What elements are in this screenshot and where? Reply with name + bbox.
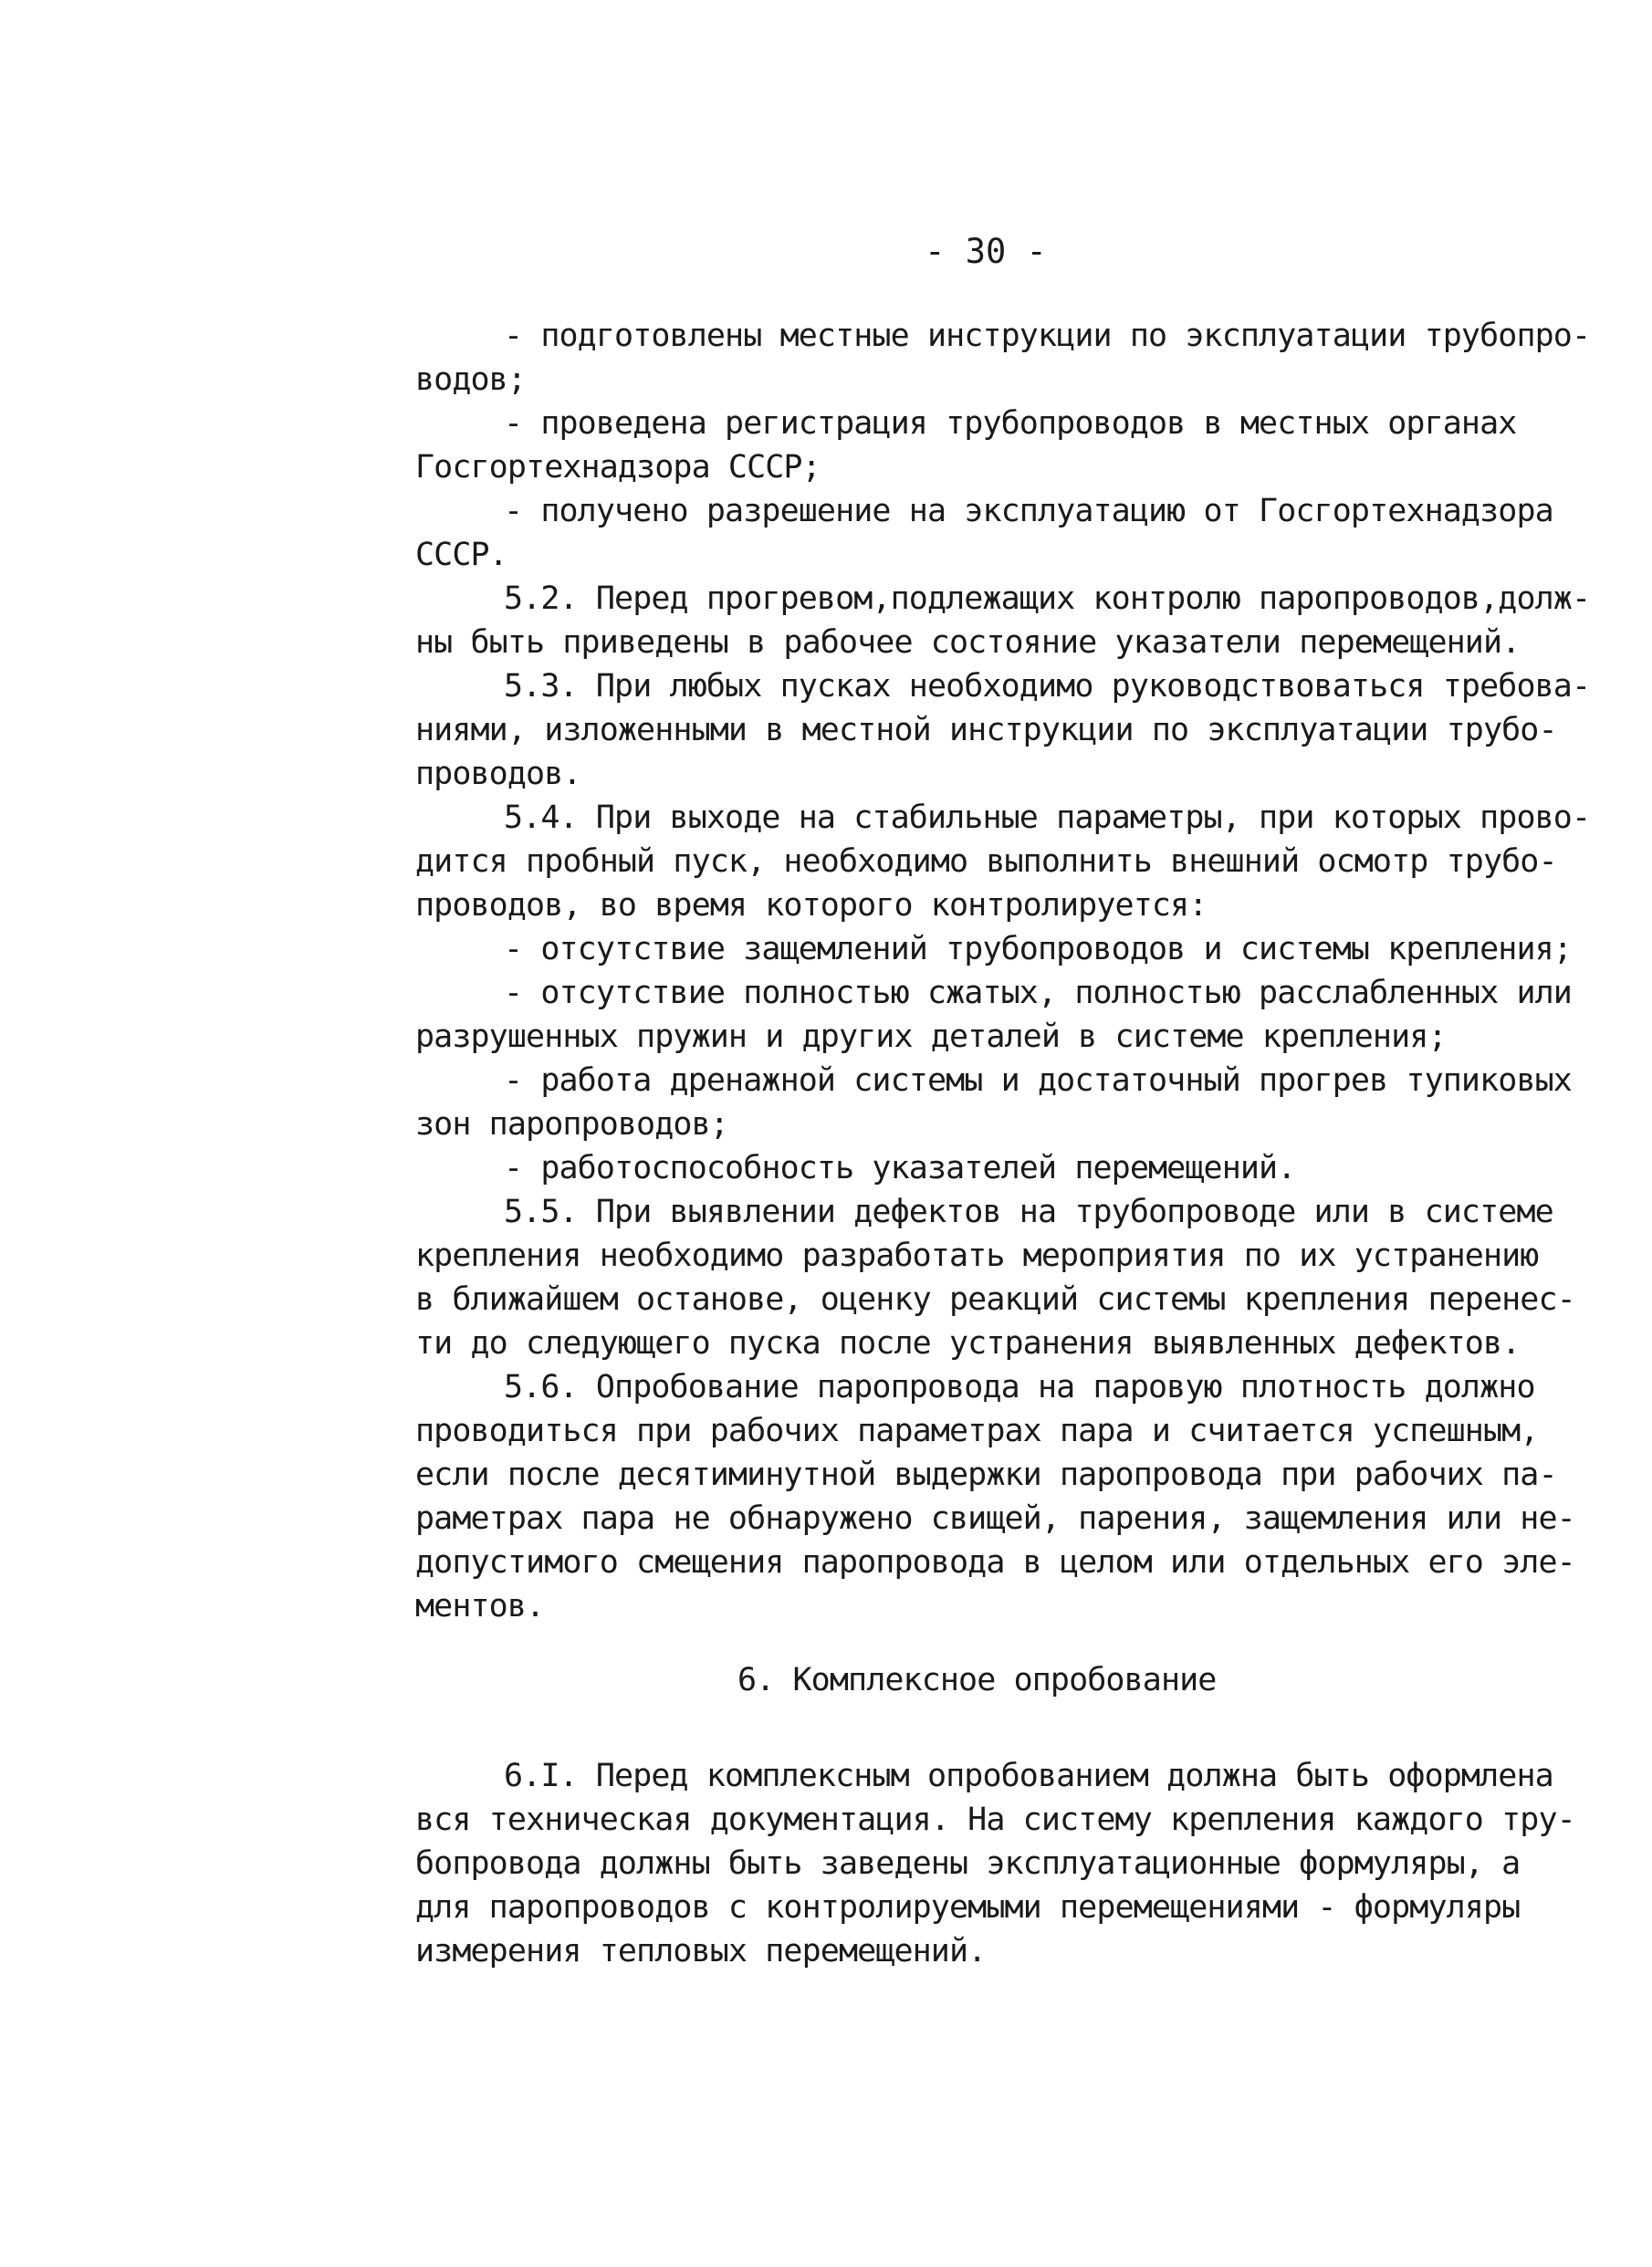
text-line: 5.3. При любых пусках необходимо руководствоваться требова-	[504, 668, 1591, 705]
text-line: ти до следующего пуска после устранения выявленных дефектов.	[415, 1325, 1521, 1362]
text-line: крепления необходимо разработать мероприятия по их устранению	[415, 1238, 1539, 1274]
text-line: - получено разрешение на эксплуатацию от Госгортехнадзора	[504, 493, 1553, 529]
text-line: разрушенных пружин и других деталей в системе крепления;	[415, 1019, 1447, 1055]
text-line: ниями, изложенными в местной инструкции по эксплуатации трубо-	[415, 712, 1557, 748]
section-heading: 6. Комплексное опробование	[737, 1662, 1217, 1698]
text-line: 5.6. Опробование паропровода на паровую плотность должно	[504, 1369, 1535, 1405]
text-line: проводов, во время которого контролируется:	[415, 887, 1208, 924]
text-line: в ближайшем останове, оценку реакций системы крепления перенес-	[415, 1281, 1575, 1318]
text-line: Госгортехнадзора СССР;	[415, 449, 821, 486]
text-line: если после десятиминутной выдержки паропровода при рабочих па-	[415, 1457, 1557, 1493]
text-line: допустимого смещения паропровода в целом или отдельных его эле-	[415, 1544, 1575, 1581]
text-line: ны быть приведены в рабочее состояние указатели перемещений.	[415, 624, 1521, 661]
text-line: ментов.	[415, 1588, 545, 1625]
text-line: - подготовлены местные инструкции по эксплуатации трубопро-	[504, 318, 1591, 354]
text-line: 6.I. Перед комплексным опробованием должна быть оформлена	[504, 1758, 1553, 1794]
text-line: 5.2. Перед прогревом,подлежащих контролю паропроводов,долж-	[504, 580, 1591, 617]
page-number: - 30 -	[925, 232, 1047, 271]
text-line: измерения тепловых перемещений.	[415, 1933, 987, 1969]
text-line: - проведена регистрация трубопроводов в местных органах	[504, 405, 1517, 442]
text-line: проводов.	[415, 756, 581, 792]
text-line: - работа дренажной системы и достаточный прогрев тупиковых	[504, 1062, 1572, 1099]
text-line: СССР.	[415, 537, 507, 573]
text-line: бопровода должны быть заведены эксплуатационные формуляры, а	[415, 1845, 1521, 1882]
text-line: вся техническая документация. На систему крепления каждого тру-	[415, 1802, 1575, 1838]
text-line: 5.4. При выходе на стабильные параметры, при которых прово-	[504, 799, 1591, 836]
text-line: - работоспособность указателей перемещений.	[504, 1150, 1296, 1186]
text-line: - отсутствие защемлений трубопроводов и системы крепления;	[504, 931, 1572, 967]
text-line: раметрах пара не обнаружено свищей, парения, защемления или не-	[415, 1500, 1575, 1537]
text-line: 5.5. При выявлении дефектов на трубопроводе или в системе	[504, 1194, 1553, 1230]
text-line: зон паропроводов;	[415, 1106, 728, 1143]
text-line: - отсутствие полностью сжатых, полностью расслабленных или	[504, 975, 1572, 1011]
text-line: для паропроводов с контролируемыми перемещениями - формуляры	[415, 1889, 1521, 1926]
text-line: дится пробный пуск, необходимо выполнить внешний осмотр трубо-	[415, 843, 1557, 880]
text-line: водов;	[415, 361, 527, 398]
text-line: проводиться при рабочих параметрах пара и считается успешным,	[415, 1413, 1539, 1449]
